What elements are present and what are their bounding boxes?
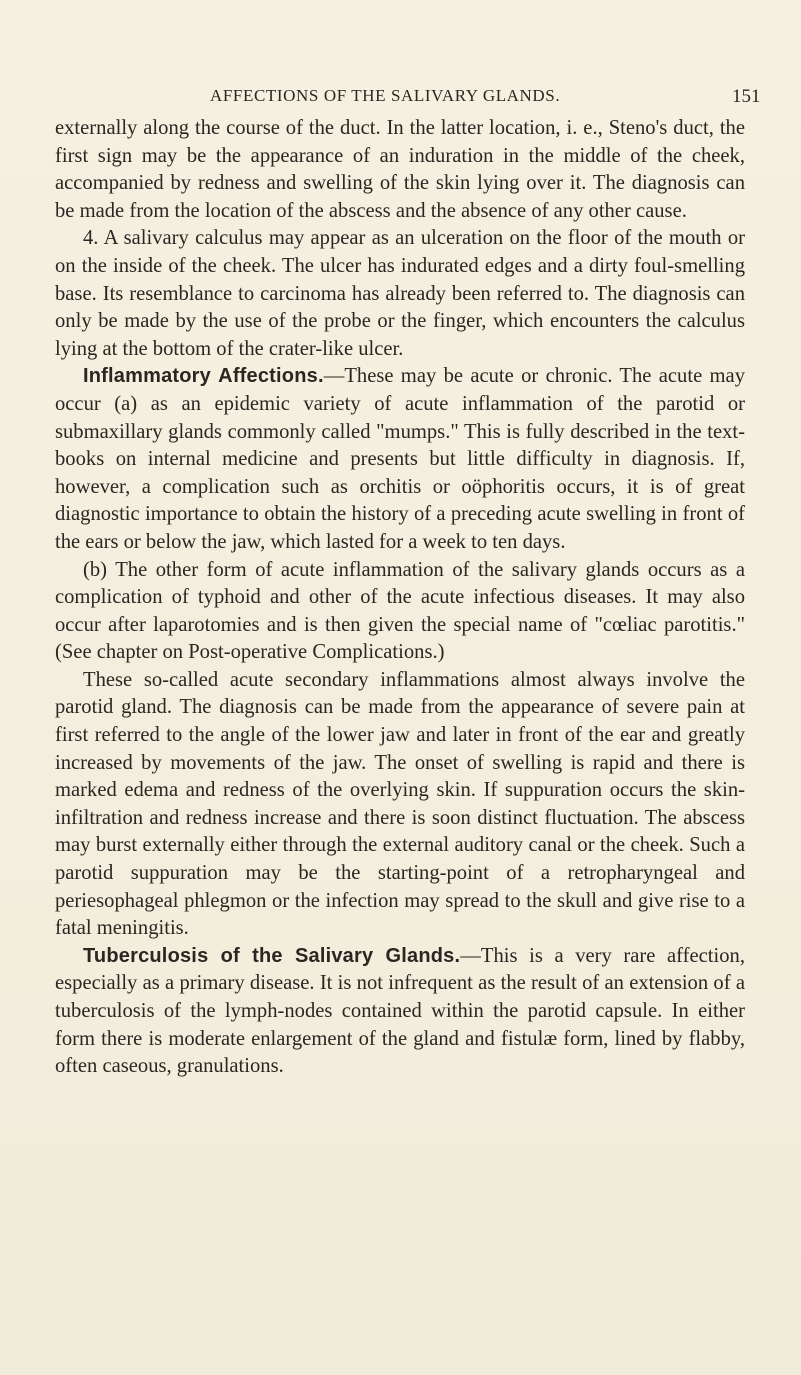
paragraph — [55, 225, 745, 363]
paragraph — [55, 557, 745, 667]
paragraph-text: —This is a very rare affection, especially as a primary disease. It is not infrequent as the result of an extension of a tuberculosis of the lymph-nodes contained within the parotid capsule. In either form there is moderate enlargement of the gland and fistulæ form, lined by flabby, often caseous, granulations. — [55, 944, 745, 1078]
paragraph-text: —These may be acute or chronic. The acute may occur (a) as an epidemic variety of acute inflammation of the parotid or submaxillary glands commonly called "mumps." This is fully described in the text-books on internal medicine and presents but little difficulty in diagnosis. If, however, a complication such as orchitis or oöphoritis occurs, it is of great diagnostic importance to obtain the history of a preceding acute swelling in front of the ears or below the jaw, which lasted for a week to ten days. — [55, 365, 745, 553]
section-heading: Tuberculosis of the Salivary Glands. — [83, 944, 461, 967]
paragraph-text: 4. A salivary calculus may appear as an ulceration on the floor of the mouth or on the inside of the cheek. The ulcer has indurated edges and a dirty foul-smelling base. Its resemblance to carcinoma has already been referred to. The diagnosis can only be made by the use of the probe or the finger, which encounters the calculus lying at the bottom of the crater-like ulcer. — [55, 227, 745, 360]
paragraph-text: These so-called acute secondary inflammations almost always involve the parotid gland. The diagnosis can be made from the appearance of severe pain at first referred to the angle of the lower jaw and later in front of the ear and greatly increased by movements of the jaw. The onset of swelling is rapid and there is marked edema and redness of the overlying skin. If suppuration occurs the skin-infiltration and redness increase and there is soon distinct fluctuation. The abscess may burst externally either through the external auditory canal or the cheek. Such a parotid suppuration may be the starting-point of a retropharyngeal and periesophageal phlegmon or the infection may spread to the skull and give rise to a fatal meningitis. — [55, 668, 745, 940]
paragraph-text: (b) The other form of acute inflammation of the salivary glands occurs as a complication of typhoid and other of the acute infectious diseases. It may also occur after laparotomies and is then given the special name of "cœliac parotitis." (See chapter on Post-operative Complications.) — [55, 558, 745, 664]
body-text — [55, 115, 745, 1081]
paragraph — [55, 667, 745, 943]
page-number: 151 — [732, 86, 761, 107]
running-title: AFFECTIONS OF THE SALIVARY GLANDS. — [210, 86, 561, 105]
paragraph — [55, 115, 745, 225]
paragraph — [55, 943, 745, 1081]
paragraph-text: externally along the course of the duct. In the latter location, i. e., Steno's duct, the first sign may be the appearance of an induration in the middle of the cheek, accompanied by redness and swelling of the skin lying over it. The diagnosis can be made from the location of the abscess and the absence of any other cause. — [55, 117, 745, 222]
section-heading: Inflammatory Affections. — [83, 365, 324, 388]
paragraph — [55, 363, 745, 556]
